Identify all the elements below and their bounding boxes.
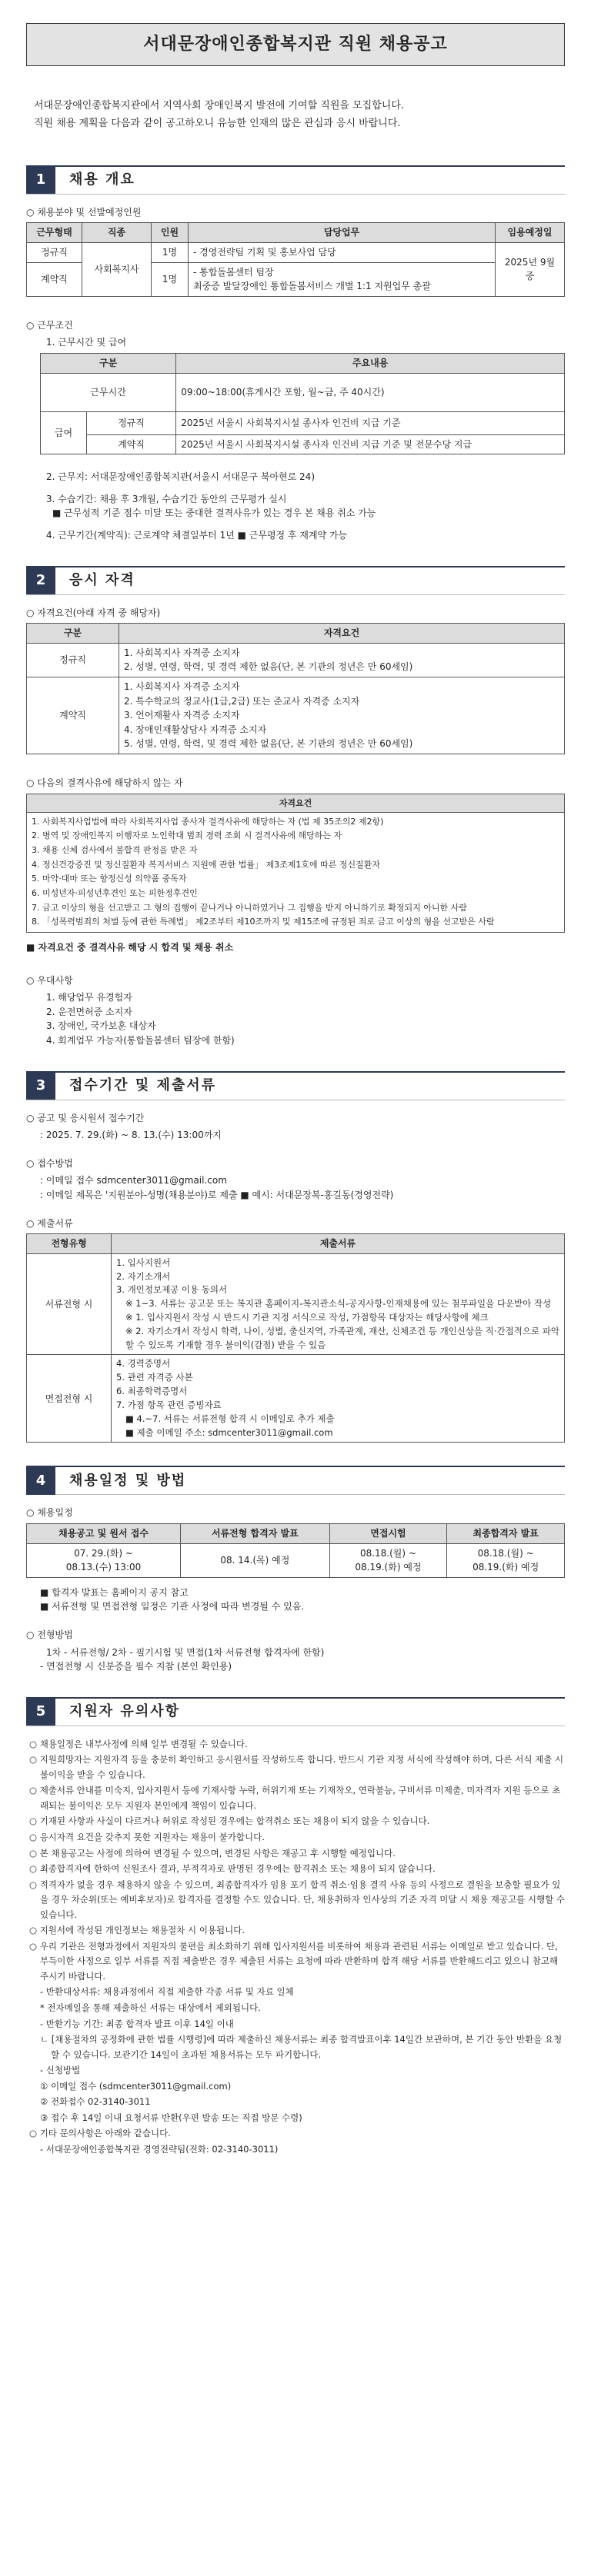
table-cell: 계약직 — [87, 434, 176, 454]
notice-item: ○ 본 채용공고는 사정에 의하여 변경될 수 있으며, 변경된 사항은 재공고 후 시행할 예정입니다. — [29, 1847, 396, 1859]
section-title: 접수기간 및 제출서류 — [69, 1077, 217, 1094]
application-method: : 이메일 제목은 '지원분야-성명(채용분야)로 제출 ■ 예시: 서대문장복-홍길동(경영전략) — [40, 1190, 394, 1201]
intro-line: 직원 채용 계획을 다음과 같이 공고하오니 유능한 인재의 많은 관심과 응시 바랍니다. — [34, 118, 401, 130]
section-title: 지원자 유의사항 — [69, 1703, 180, 1720]
section-application — [26, 1071, 565, 1443]
selection-method: 1차 - 서류전형/ 2차 - 필기시험 및 면접(1차 서류전형 합격자에 한함) — [46, 1646, 325, 1658]
section-header — [26, 566, 565, 595]
table-cell: 급여 — [41, 411, 87, 454]
qualification-item: 4. 장애인재활상담사 자격증 소지자 — [124, 724, 267, 735]
table-cell: 사회복지사 — [82, 243, 152, 297]
disqualification-item: 3. 채용 신체 검사에서 불합격 판정을 받은 자 — [32, 844, 198, 855]
schedule-note: ■ 합격자 발표는 홈페이지 공지 참고 — [40, 1586, 189, 1598]
table-header: 자격요건 — [119, 624, 565, 644]
table-header: 직종 — [82, 223, 152, 243]
qualification-item: 2. 특수학교의 정교사(1급,2급) 또는 준교사 자격증 소지자 — [124, 695, 360, 707]
section-title: 응시 자격 — [69, 572, 135, 589]
notice-item: ○ 제출서류 안내를 미숙지, 입사지원서 등에 기재사항 누락, 허위기재 또는 기재착오, 연락불능, 구비서류 미제출, 미자격자 지원 등으로 초래되는 불이익은 모두 지원자 본인에게 책임이 있습니다. — [29, 1785, 561, 1811]
section-number: 1 — [26, 166, 55, 194]
disqualification-item: 7. 금고 이상의 형을 선고받고 그 형의 집행이 끝나거나 아니하였거나 그 집행을 받지 아니하기로 확정되지 아니한 사람 — [32, 902, 467, 913]
recruit-table — [26, 222, 565, 296]
document-note: ■ 제출 이메일 주소: sdmcenter3011@gmail.com — [125, 1426, 333, 1438]
table-cell: - 경영전략팀 기획 및 홍보사업 담당 — [189, 243, 496, 263]
sub-heading: ○ 채용일정 — [26, 1506, 565, 1520]
table-cell — [112, 1355, 565, 1443]
section-header — [26, 1697, 565, 1726]
condition-item: 2. 근무지: 서대문장애인종합복지관(서울시 서대문구 북아현로 24) — [46, 471, 315, 483]
notice-item: ○ 적격자가 없을 경우 채용하지 않을 수 있으며, 최종합격자가 임용 포기 합격 취소·임용 결격 사유 등의 사정으로 결원을 보충할 필요가 있을 경우 차순위(또는 예비후보자)로 합격자를 결정할 수도 있습니다. 단, 채용취하자 인사상의 기준 자격 미달 시 채용 재공고를 시행할 수 있습니다. — [29, 1879, 565, 1920]
notice-item: ㄴ [채용절차의 공정화에 관한 법률 시행령]에 따라 제출하신 채용서류는 최종 합격발표이후 14일간 보관하며, 본 기간 동안 반환을 요청할 수 있습니다. 보관기간 14일이 초과된 채용서류는 모두 파기합니다. — [40, 2034, 563, 2060]
table-cell: - 통합돌봄센터 팀장 최중증 발달장애인 통합돌봄서비스 개별 1:1 지원업무 총괄 — [189, 262, 496, 296]
table-cell: 2025년 9월 중 — [496, 243, 565, 297]
disqualification-table — [26, 794, 565, 934]
section-number: 5 — [26, 1698, 55, 1726]
table-header: 최종합격자 발표 — [447, 1523, 565, 1543]
table-header: 근무형태 — [27, 223, 82, 243]
sub-heading: ○ 공고 및 응시원서 접수기간 — [26, 1111, 565, 1126]
page-title: 서대문장애인종합복지관 직원 채용공고 — [26, 23, 565, 66]
sub-heading: ○ 우대사항 — [26, 973, 565, 988]
sub-heading: ○ 제출서류 — [26, 1216, 565, 1231]
schedule-table — [26, 1523, 565, 1578]
document-note: ※ 1~3. 서류는 공고문 또는 복지관 홈페이지-복지관소식-공지사항-인재채용에 있는 첨부파일을 다운받아 작성 — [125, 1298, 552, 1310]
document-item: 2. 자기소개서 — [116, 1270, 171, 1282]
notice-item: * 전자메일을 통해 제출하신 서류는 대상에서 제외됩니다. — [40, 2002, 261, 2013]
table-cell — [112, 1253, 565, 1355]
notice-item: ○ 최종합격자에 한하여 신원조사 결과, 부적격자로 판명된 경우에는 합격취소 또는 채용이 되지 않습니다. — [29, 1863, 436, 1875]
table-cell: 정규직 — [27, 643, 119, 677]
table-cell: 08.18.(월) ~ 08.19.(화) 예정 — [329, 1543, 447, 1577]
table-cell — [119, 643, 565, 677]
table-cell: 서류전형 시 — [27, 1253, 112, 1355]
section-header — [26, 165, 565, 195]
table-cell: 정규직 — [87, 411, 176, 434]
conditions-table — [40, 353, 565, 454]
table-cell: 계약직 — [27, 262, 82, 296]
notice-item: ② 전화접수 02-3140-3011 — [40, 2096, 151, 2108]
notice-item: ○ 기타 문의사항은 아래와 같습니다. — [29, 2128, 171, 2139]
table-cell: 정규직 — [27, 243, 82, 263]
notice-item: - 반환기능 기간: 최종 합격자 발표 이후 14일 이내 — [40, 2018, 234, 2029]
table-header: 채용공고 및 원서 접수 — [27, 1523, 181, 1543]
selection-method: - 면접전형 시 신분증을 필수 지참 (본인 확인용) — [40, 1661, 232, 1672]
qualification-item: 2. 성별, 연령, 학력, 및 경력 제한 없음(단, 본 기관의 정년은 만 60세임) — [124, 661, 413, 673]
intro-line: 서대문장애인종합복지관에서 지역사회 장애인복지 발전에 기여할 직원을 모집합니다. — [34, 100, 405, 112]
disqualification-item: 1. 사회복지사업법에 따라 사회복지사업 종사자 결격사유에 해당하는 자 (법 제 35조의2 제2항) — [32, 816, 384, 827]
table-header: 전형유형 — [27, 1234, 112, 1254]
table-cell: 07. 29.(화) ~ 08.13.(수) 13:00 — [27, 1543, 181, 1577]
table-header: 담당업무 — [189, 223, 496, 243]
document-note: ■ 4.~7. 서류는 서류전형 합격 시 이메일로 추가 제출 — [125, 1413, 335, 1424]
notice-item: ○ 지원서에 작성된 개인정보는 채용절차 시 이용됩니다. — [29, 1925, 245, 1936]
notice-list — [26, 1737, 565, 2158]
document-item: 7. 가점 항목 관련 증빙자료 — [116, 1399, 222, 1410]
table-header: 임용예정일 — [496, 223, 565, 243]
notice-item: - 신청방법 — [40, 2065, 81, 2076]
qualification-item: 1. 사회복지사 자격증 소지자 — [124, 647, 240, 658]
table-header: 면접시험 — [329, 1523, 447, 1543]
table-cell: 1명 — [152, 262, 189, 296]
condition-item: 3. 수습기간: 채용 후 3개월, 수습기간 동안의 근무평가 실시 — [46, 493, 287, 504]
qualification-item: 3. 언어재활사 자격증 소지자 — [124, 710, 240, 721]
document-note: ※ 2. 자기소개서 작성시 학력, 나이, 성별, 출신지역, 가족관계, 재산, 신체조건 등 개인신상을 직·간접적으로 파악할 수 있도록 기재할 경우 불이익(감점) 받을 수 있음 — [125, 1325, 559, 1350]
intro — [26, 97, 565, 133]
condition-note: ■ 근무성적 기준 점수 미달 또는 중대한 결격사유가 있는 경우 본 채용 취소 가능 — [52, 508, 376, 519]
qualification-item: 5. 성별, 연령, 학력, 및 경력 제한 없음(단, 본 기관의 정년은 만 60세임) — [124, 738, 413, 750]
disqualification-item: 6. 미성년자·피성년후견인 또는 피한정후견인 — [32, 888, 198, 899]
notice-item: ○ 지원희망자는 지원자격 등을 충분히 확인하고 응시원서를 작성하도록 합니다. 반드시 기관 지정 서식에 작성해야 하며, 다른 서식 제출 시 불이익을 받을 수 있습니다. — [29, 1754, 564, 1780]
sub-heading: ○ 자격요건(아래 자격 중 해당자) — [26, 606, 565, 621]
section-notice — [26, 1697, 565, 2158]
document-item: 4. 경력증명서 — [116, 1358, 171, 1370]
notice-item: ○ 응시자격 요건을 갖추지 못한 지원자는 채용이 불가합니다. — [29, 1831, 265, 1842]
table-header: 인원 — [152, 223, 189, 243]
application-method: : 이메일 접수 sdmcenter3011@gmail.com — [40, 1175, 227, 1186]
sub-item: 1. 근무시간 및 급여 — [46, 337, 127, 348]
table-cell: 08.18.(월) ~ 08.19.(화) 예정 — [447, 1543, 565, 1577]
section-number: 3 — [26, 1072, 55, 1100]
disqualification-item: 2. 병역 및 장애인복지 이행자로 노인학대 범죄 경력 조회 시 결격사유에 해당하는 자 — [32, 830, 342, 841]
sub-heading: ○ 채용분야 및 선발예정인원 — [26, 205, 565, 220]
application-period: : 2025. 7. 29.(화) ~ 8. 13.(수) 13:00까지 — [40, 1130, 222, 1141]
schedule-note: ■ 서류전형 및 면접전형 일정은 기관 사정에 따라 변경될 수 있음. — [40, 1601, 305, 1612]
document-item: 6. 최종학력증명서 — [116, 1386, 188, 1397]
qualification-table — [26, 623, 565, 754]
table-header: 주요내용 — [176, 354, 565, 374]
table-header: 구분 — [27, 624, 119, 644]
table-header: 구분 — [41, 354, 176, 374]
condition-item: 4. 근무기간(계약직): 근로계약 체결일부터 1년 ■ 근무평정 후 재계약 가능 — [46, 530, 348, 541]
disqualification-item: 8. 「성폭력범죄의 처벌 등에 관한 특례법」 제2조부터 제10조까지 및 제15조에 규정된 죄로 금고 이상의 형을 선고받은 사람 — [32, 917, 495, 927]
sub-heading: ○ 전형방법 — [26, 1628, 565, 1642]
section-overview — [26, 165, 565, 543]
notice-item: ○ 우리 기관은 전형과정에서 지원자의 불편을 최소화하기 위해 입사지원서를 비롯하여 채용과 관련된 서류는 이메일로 받고 있습니다. 단, 부득이한 사정으로 일부 서류를 직접 제출받은 경우 제출된 서류는 요청에 따라 반환하며 합격 해당 서류를 반환해드리고 있으니 참고해 주시기 바랍니다. — [29, 1940, 559, 1982]
preference-item: 2. 운전면허증 소지자 — [46, 1006, 132, 1017]
section-qualification — [26, 566, 565, 1048]
section-header — [26, 1071, 565, 1100]
documents-table — [26, 1233, 565, 1443]
table-cell: 09:00~18:00(휴게시간 포함, 월~금, 주 40시간) — [176, 373, 565, 411]
notice-item: - 서대문장애인종합복지관 경영전략팀(전화: 02-3140-3011) — [40, 2143, 279, 2155]
notice-item: - 반환대상서류: 채용과정에서 직접 제출한 각종 서류 및 자료 일체 — [40, 1986, 294, 1998]
table-cell — [119, 677, 565, 754]
section-number: 4 — [26, 1467, 55, 1495]
sub-heading: ○ 다음의 결격사유에 해당하지 않는 자 — [26, 776, 565, 790]
table-cell: 2025년 서울시 사회복지시설 종사자 인건비 지급 기준 및 전문수당 지급 — [176, 434, 565, 454]
qualification-item: 1. 사회복지사 자격증 소지자 — [124, 681, 240, 692]
table-cell: 근무시간 — [41, 373, 176, 411]
document-note: ※ 1. 입사지원서 작성 시 반드시 기관 지정 서식으로 작성, 가점항목 대상자는 해당사항에 체크 — [125, 1312, 489, 1323]
table-cell: 2025년 서울시 사회복지시설 종사자 인건비 지급 기준 — [176, 411, 565, 434]
section-schedule — [26, 1466, 565, 1673]
preference-item: 4. 회계업무 가능자(통합돌봄센터 팀장에 한함) — [46, 1035, 235, 1047]
sub-heading: ○ 접수방법 — [26, 1157, 565, 1171]
table-header: 제출서류 — [112, 1234, 565, 1254]
sub-heading: ○ 근무조건 — [26, 318, 565, 333]
notice-item: ① 이메일 접수 (sdmcenter3011@gmail.com) — [40, 2080, 232, 2092]
section-title: 채용일정 및 방법 — [69, 1472, 187, 1489]
section-title: 채용 개요 — [69, 171, 135, 188]
disqualification-item: 4. 정신건강증진 및 정신질환자 복지서비스 지원에 관한 법률」 제3조제1호에 따른 정신질환자 — [32, 859, 380, 870]
table-cell: 면접전형 시 — [27, 1355, 112, 1443]
document-item: 5. 관련 자격증 사본 — [116, 1372, 193, 1383]
table-cell: 08. 14.(목) 예정 — [181, 1543, 330, 1577]
table-header: 자격요건 — [27, 794, 565, 812]
preference-item: 1. 해당업무 유경험자 — [46, 992, 132, 1003]
table-cell: 1명 — [152, 243, 189, 263]
warning-note: ■ 자격요건 중 결격사유 해당 시 합격 및 채용 취소 — [26, 942, 234, 954]
document-item: 1. 입사지원서 — [116, 1256, 171, 1268]
table-cell — [27, 812, 565, 933]
document-item: 3. 개인정보제공 이용 동의서 — [116, 1284, 228, 1296]
notice-item: ○ 기재된 사항과 사실이 다르거나 허위로 작성된 경우에는 합격취소 또는 채용이 되지 않을 수 있습니다. — [29, 1816, 430, 1827]
notice-item: ○ 채용일정은 내부사정에 의해 일부 변경될 수 있습니다. — [29, 1738, 248, 1749]
notice-item: ③ 접수 후 14일 이내 요청서류 반환(우편 발송 또는 직접 방문 수령) — [40, 2112, 302, 2123]
disqualification-item: 5. 마약·대마 또는 향정신성 의약품 중독자 — [32, 874, 187, 884]
section-number: 2 — [26, 567, 55, 594]
section-header — [26, 1466, 565, 1495]
table-cell: 계약직 — [27, 677, 119, 754]
table-header: 서류전형 합격자 발표 — [181, 1523, 330, 1543]
preference-item: 3. 장애인, 국가보훈 대상자 — [46, 1020, 156, 1032]
